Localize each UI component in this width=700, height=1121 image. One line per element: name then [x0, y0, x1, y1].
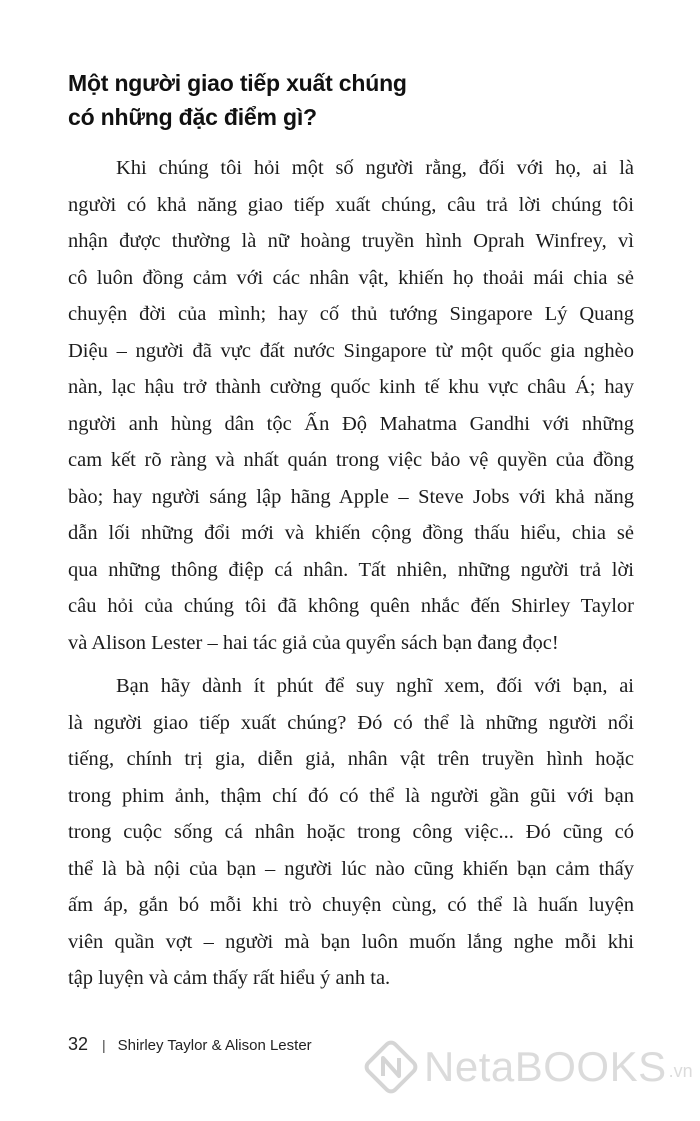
- paragraph-2: [68, 668, 634, 997]
- footer-separator: |: [102, 1037, 106, 1053]
- text-line: tiếng, chính trị gia, diễn giả, nhân vật trên truyền hình hoặc: [68, 748, 634, 770]
- text-line: ấm áp, gắn bó mỗi khi trò chuyện cùng, có thể là huấn luyện: [68, 894, 634, 916]
- section-heading: [68, 66, 628, 134]
- text-line: nàn, lạc hậu trở thành cường quốc kinh tế khu vực châu Á; hay: [68, 376, 634, 398]
- section-heading-line-1: Một người giao tiếp xuất chúng: [68, 70, 407, 96]
- text-line: cô luôn đồng cảm với các nhân vật, khiến họ thoải mái chia sẻ: [68, 266, 634, 289]
- text-line: trong phim ảnh, thậm chí đó có thể là người gần gũi với bạn: [68, 784, 634, 807]
- section-heading-line-2: có những đặc điểm gì?: [68, 104, 317, 130]
- page-footer: [68, 1034, 312, 1055]
- text-line: cam kết rõ ràng và nhất quán trong việc bảo vệ quyền của đồng: [68, 449, 634, 471]
- text-line: nhận được thường là nữ hoàng truyền hình Oprah Winfrey, vì: [68, 230, 634, 252]
- text-line: Diệu – người đã vực đất nước Singapore từ một quốc gia nghèo: [68, 339, 634, 362]
- text-line: bào; hay người sáng lập hãng Apple – Steve Jobs với khả năng: [68, 485, 634, 508]
- text-line: viên quần vợt – người mà bạn luôn muốn lắng nghe mỗi khi: [68, 930, 634, 953]
- footer-authors: Shirley Taylor & Alison Lester: [117, 1037, 312, 1054]
- text-line: Bạn hãy dành ít phút để suy nghĩ xem, đối với bạn, ai: [116, 675, 634, 697]
- paragraph-1: [68, 150, 634, 661]
- body-text: [68, 150, 634, 997]
- text-line: và Alison Lester – hai tác giả của quyển sách bạn đang đọc!: [68, 631, 559, 654]
- text-line: tập luyện và cảm thấy rất hiểu ý anh ta.: [68, 967, 391, 989]
- text-line: người có khả năng giao tiếp xuất chúng, câu trả lời chúng tôi: [68, 193, 634, 216]
- watermark: [362, 1038, 693, 1096]
- page-number: 32: [68, 1034, 89, 1054]
- text-line: qua những thông điệp cá nhân. Tất nhiên, những người trả lời: [68, 558, 634, 581]
- netabooks-logo-icon: [362, 1038, 420, 1096]
- watermark-brand: NetaBOOKS: [424, 1043, 667, 1090]
- text-line: trong cuộc sống cá nhân hoặc trong công việc... Đó cũng có: [68, 821, 634, 843]
- text-line: chuyện đời của mình; hay cố thủ tướng Singapore Lý Quang: [68, 303, 634, 325]
- text-line: người anh hùng dân tộc Ấn Độ Mahatma Gandhi với những: [68, 412, 634, 435]
- text-line: câu hỏi của chúng tôi đã không quên nhắc đến Shirley Taylor: [68, 595, 634, 617]
- text-line: thể là bà nội của bạn – người lúc nào cũng khiến bạn cảm thấy: [68, 857, 634, 880]
- text-line: Khi chúng tôi hỏi một số người rằng, đối với họ, ai là: [116, 157, 634, 179]
- text-line: dẫn lối những đổi mới và khiến cộng đồng thấu hiểu, chia sẻ: [68, 522, 634, 544]
- watermark-suffix: .vn: [668, 1061, 693, 1081]
- text-line: là người giao tiếp xuất chúng? Đó có thể là những người nổi: [68, 711, 634, 734]
